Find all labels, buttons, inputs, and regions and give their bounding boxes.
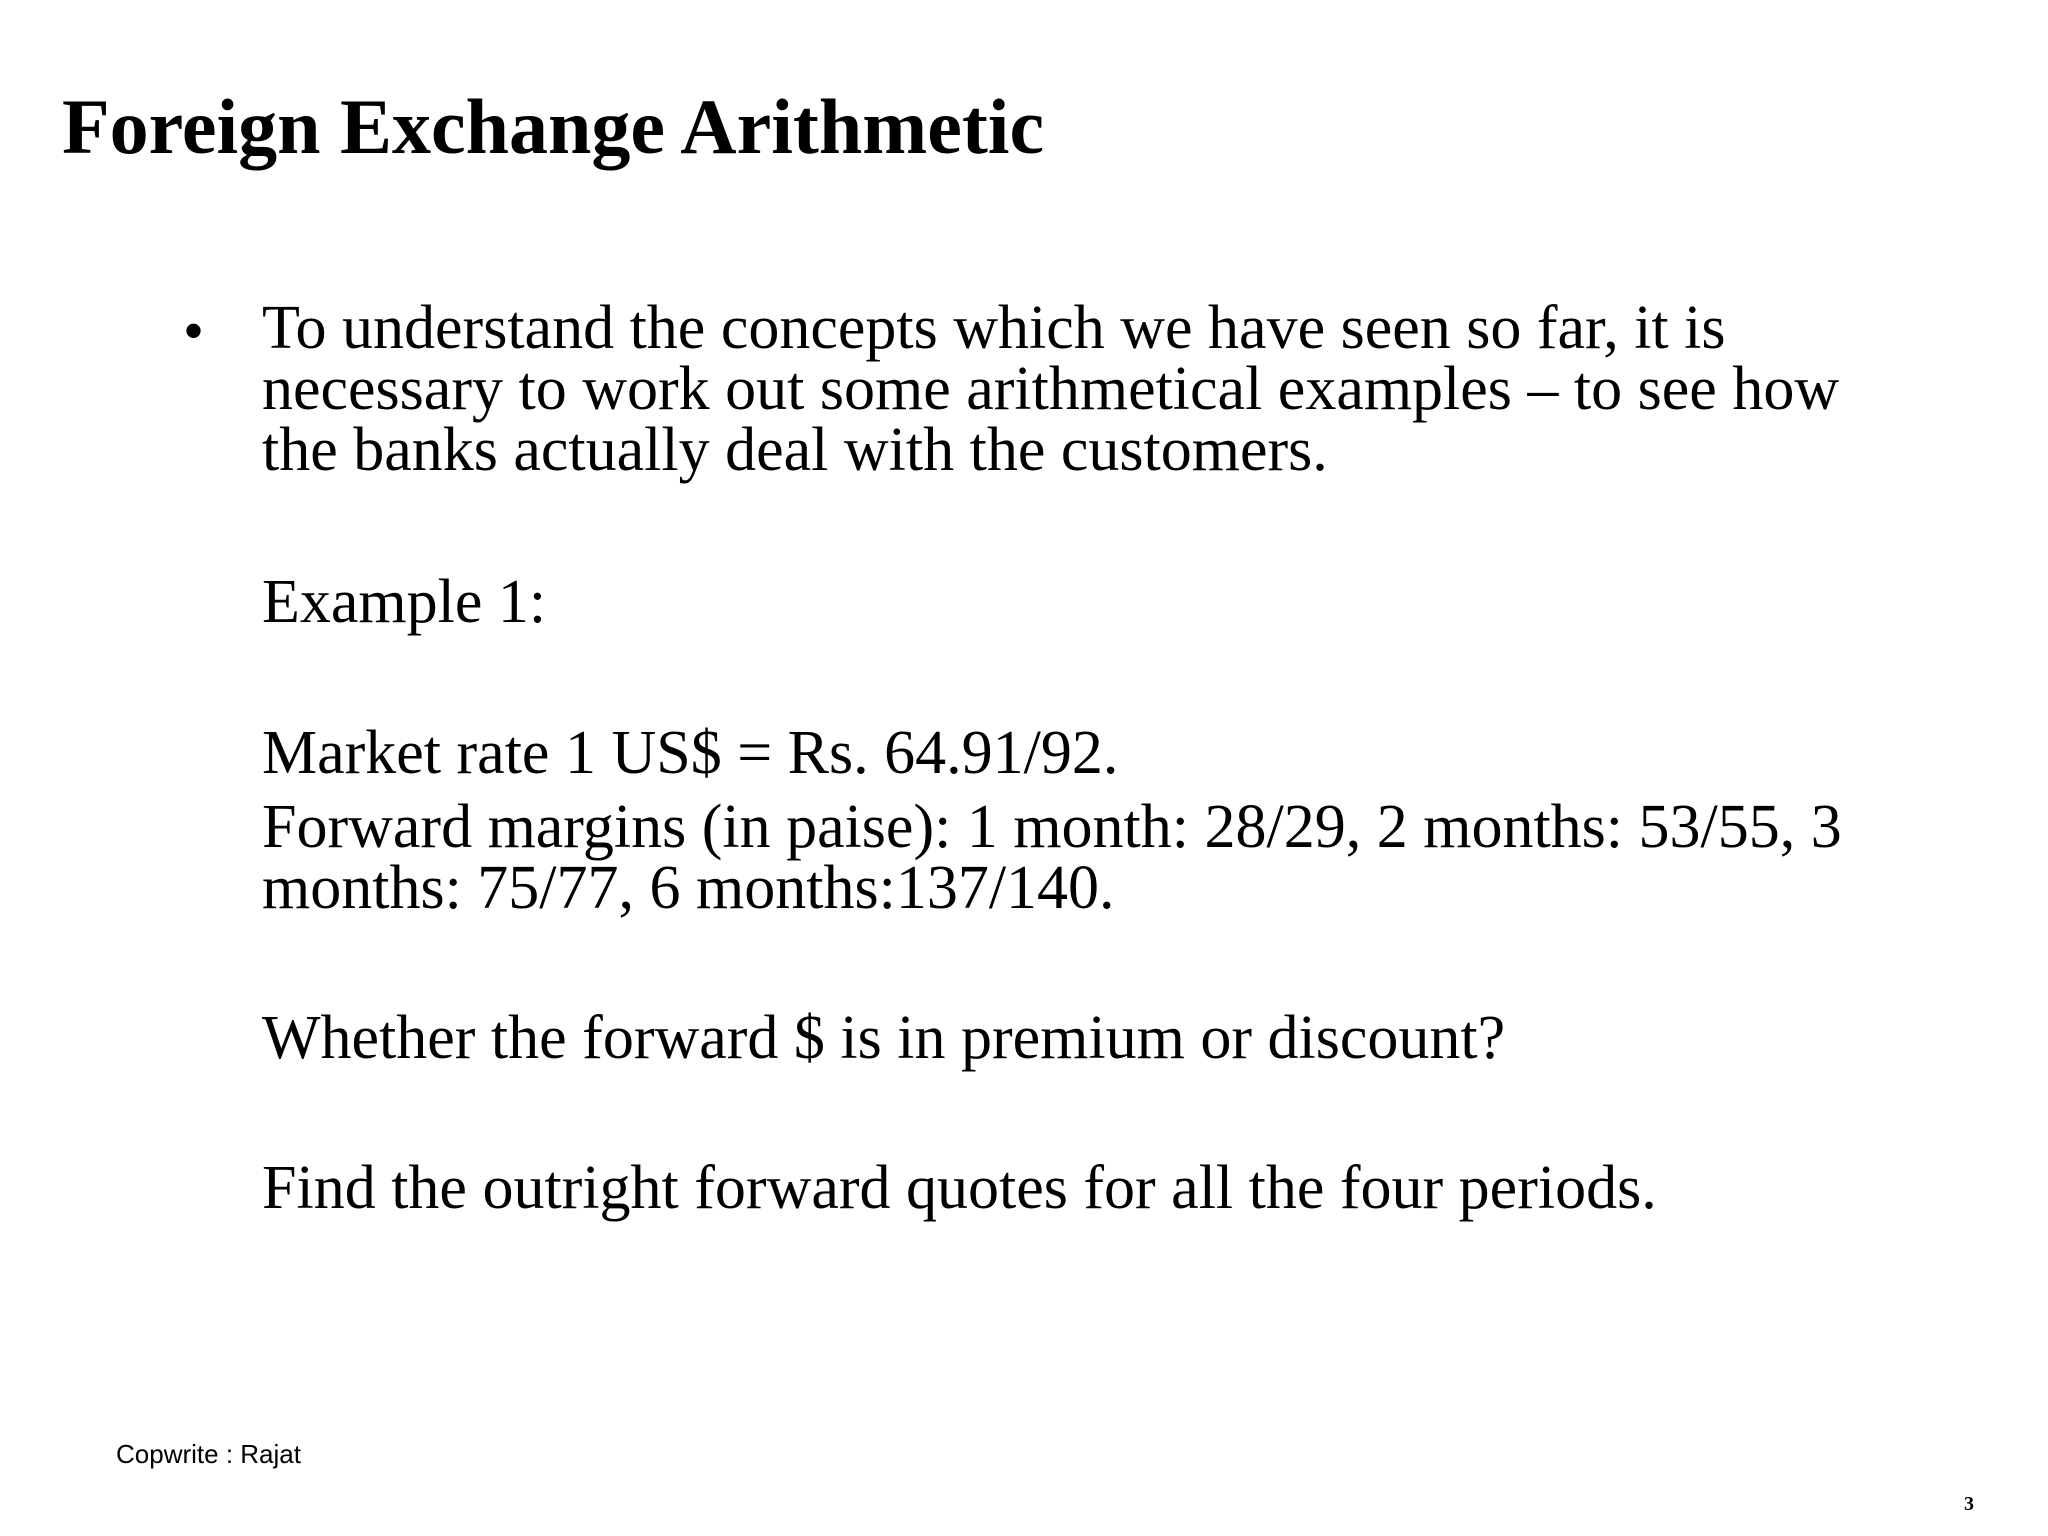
page-number: 3 <box>1964 1493 1974 1515</box>
market-rate-text: Market rate 1 US$ = Rs. 64.91/92. <box>262 719 1119 787</box>
bullet-point-icon: • <box>183 298 205 364</box>
footer-copyright: Copwrite : Rajat <box>116 1439 301 1469</box>
example-label: Example 1: <box>262 568 547 636</box>
slide-title: Foreign Exchange Arithmetic <box>62 83 1045 170</box>
task-text: Find the outright forward quotes for all the four periods. <box>262 1154 1657 1222</box>
intro-paragraph: To understand the concepts which we have seen so far, it is necessary to work out some arithmetical examples – to see how the banks actually deal with the customers. <box>262 294 1840 484</box>
forward-margins-text: Forward margins (in paise): 1 month: 28/29, 2 months: 53/55, 3 months: 75/77, 6 months:137/140. <box>262 793 1842 922</box>
question-text: Whether the forward $ is in premium or discount? <box>262 1004 1506 1072</box>
